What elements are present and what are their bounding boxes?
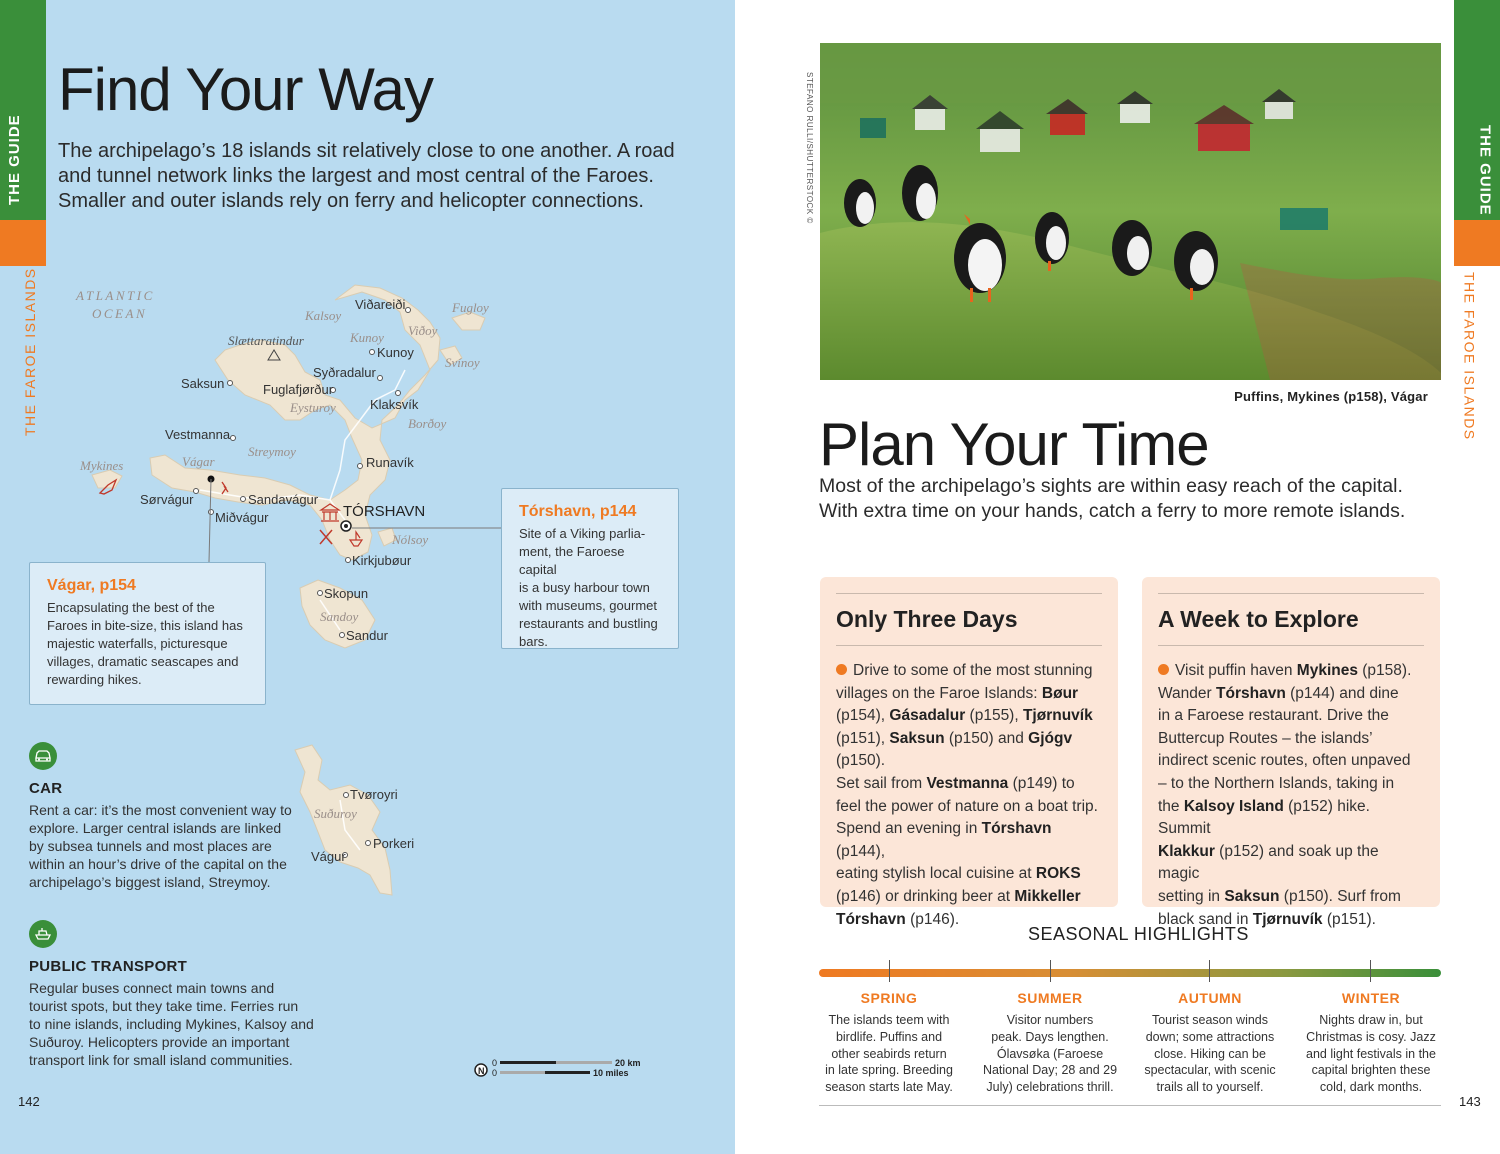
svg-text:ATLANTIC: ATLANTIC (76, 288, 155, 303)
svg-text:Kalsoy: Kalsoy (305, 308, 342, 323)
season-spring: SPRING The islands teem with birdlife. Puffins and other seabirds return in late spring. Breeding season starts late May. (825, 990, 953, 1095)
ferry-icon (29, 920, 57, 948)
svg-text:Mykines: Mykines (80, 458, 124, 473)
svg-text:Sandavágur: Sandavágur (248, 492, 319, 507)
bullet-dot-icon (1158, 664, 1169, 675)
page-number: 143 (1459, 1094, 1481, 1109)
svg-text:0: 0 (492, 1068, 498, 1078)
svg-text:Nólsoy: Nólsoy (392, 532, 429, 547)
svg-text:Eysturoy: Eysturoy (290, 400, 336, 415)
svg-text:OCEAN: OCEAN (92, 306, 148, 321)
svg-text:Sandur: Sandur (346, 628, 388, 643)
svg-text:0: 0 (492, 1058, 498, 1068)
season-autumn: AUTUMN Tourist season winds down; some attractions close. Hiking can be spectacular, with scenic trails all to yourself. (1144, 990, 1276, 1095)
north-compass-icon (475, 1064, 487, 1076)
svg-text:Borðoy: Borðoy (408, 416, 447, 431)
svg-text:Kirkjubøur: Kirkjubøur (352, 553, 412, 568)
svg-text:Miðvágur: Miðvágur (215, 510, 269, 525)
svg-text:Porkeri: Porkeri (373, 836, 415, 851)
svg-text:Sandoy: Sandoy (320, 609, 359, 624)
svg-text:Suðuroy: Suðuroy (314, 806, 357, 821)
photo-credit: STEFANO RULLI/SHUTTERSTOCK © (805, 72, 814, 224)
public-transport-text: Regular buses connect main towns and tourist spots, but they take time. Ferries run to nine islands, including Mykines, Kalsoy and Suðuroy. Helicopters provide an important transport link for small island communities. (29, 980, 314, 1068)
svg-text:Vágar: Vágar (182, 454, 215, 469)
svg-text:Saksun: Saksun (181, 376, 225, 391)
svg-text:20 km: 20 km (615, 1058, 641, 1068)
page-title: Plan Your Time (819, 411, 1209, 478)
svg-text:Kunoy: Kunoy (350, 330, 384, 345)
svg-text:Klaksvík: Klaksvík (370, 397, 419, 412)
map-scale-bar (492, 1058, 641, 1078)
svg-text:Viðoy: Viðoy (408, 323, 438, 338)
bullet-dot-icon (836, 664, 847, 675)
card-a-week-to-explore (1142, 577, 1440, 928)
car-text: Rent a car: it’s the most convenient way to explore. Larger central islands are linked by subsea tunnels and most places are within an hour’s drive of the capital on the archipelago’s biggest island, Streymoy. (29, 802, 292, 890)
puffins-illustration (820, 43, 1441, 380)
svg-text:10 miles: 10 miles (593, 1068, 629, 1078)
season-summer: SUMMER Visitor numbers peak. Days lengthen. Ólavsøka (Faroese National Day; 28 and 29 July) celebrations thrill. (982, 990, 1118, 1095)
svg-text:Sørvágur: Sørvágur (140, 492, 194, 507)
public-transport-heading: PUBLIC TRANSPORT (29, 958, 188, 975)
callout-torshavn: Tórshavn, p144 Site of a Viking parlia- ment, the Faroese capital is a busy harbour town with museums, gourmet restaurants and bustling bars. (501, 488, 679, 649)
left-page (0, 0, 735, 1154)
svg-text:Viðareiði: Viðareiði (355, 297, 406, 312)
svg-text:Svínoy: Svínoy (445, 355, 480, 370)
section-tab-marker (1454, 220, 1500, 266)
svg-text:Skopun: Skopun (324, 586, 369, 601)
callout-vagar: Vágar, p154 Encapsulating the best of the Faroes in bite-size, this island has majestic waterfalls, picturesque villages, dramatic seascapes and rewarding hikes. (29, 562, 266, 705)
card-only-three-days (820, 577, 1118, 928)
svg-text:N: N (478, 1066, 485, 1076)
section-tab-label: THE FAROE ISLANDS (22, 267, 38, 436)
svg-text:Kunoy: Kunoy (377, 345, 414, 360)
guide-tab-label: THE GUIDE (1477, 125, 1494, 216)
season-winter: WINTER Nights draw in, but Christmas is cosy. Jazz and light festivals in the capital brighten these cold, dark months. (1306, 990, 1436, 1095)
svg-text:Runavík: Runavík (366, 455, 414, 470)
capital-star-icon (341, 521, 351, 531)
svg-text:Streymoy: Streymoy (248, 444, 296, 459)
card-text: Drive to some of the most stunning villages on the Faroe Islands: Bøur (p154), Gásadalur (p155), Tjørnuvík (p151), Saksun (p150) and Gjógv (p150). Set sail from Vestmanna (p149) to feel the power of nature on a boat trip. Spend an evening in Tórshavn (p144), eating stylish local cuisine at ROKS (p146) or drinking beer at Mikkeller Tórshavn (p146). (836, 662, 1098, 928)
svg-text:Fugloy: Fugloy (452, 300, 489, 315)
svg-text:Vestmanna: Vestmanna (165, 427, 231, 442)
svg-text:Syðradalur: Syðradalur (313, 365, 376, 380)
seasonal-timeline-bar (819, 969, 1441, 977)
intro-text: Most of the archipelago’s sights are within easy reach of the capital. With extra time on your hands, catch a ferry to more remote islands. (819, 475, 1406, 522)
seasonal-highlights-title: SEASONAL HIGHLIGHTS (1028, 924, 1249, 944)
car-icon (29, 742, 57, 770)
section-tab-label: THE FAROE ISLANDS (1462, 272, 1478, 441)
page-number: 142 (18, 1094, 40, 1109)
svg-text:TÓRSHAVN: TÓRSHAVN (343, 503, 426, 520)
puffins-photo (820, 43, 1441, 380)
guide-tab-label: THE GUIDE (6, 114, 23, 205)
card-text: Visit puffin haven Mykines (p158). Wander Tórshavn (p144) and dine in a Faroese restaurant. Drive the Buttercup Routes – the islands’ indirect scenic routes, often unpaved – to the Northern Islands, taking in the Kalsoy Island (p152) hike. Summit Klakkur (p152) and soak up the magic setting in Saksun (p150). Surf from black sand in Tjørnuvík (p151). (1158, 662, 1412, 928)
svg-text:Vágur: Vágur (311, 849, 346, 864)
card-title: A Week to Explore (1158, 606, 1359, 632)
svg-text:Fuglafjørður: Fuglafjørður (263, 382, 334, 397)
right-page (735, 0, 1500, 1154)
svg-text:Tvøroyri: Tvøroyri (350, 787, 398, 802)
page-title: Find Your Way (58, 56, 433, 123)
car-heading: CAR (29, 780, 63, 797)
photo-caption: Puffins, Mykines (p158), Vágar (1234, 389, 1428, 404)
svg-text:Slættaratindur: Slættaratindur (228, 333, 304, 348)
intro-text: The archipelago’s 18 islands sit relatively close to one another. A road and tunnel network links the largest and most central of the Faroes. Smaller and outer islands rely on ferry and helicopter connections. (58, 140, 675, 212)
card-title: Only Three Days (836, 606, 1018, 632)
